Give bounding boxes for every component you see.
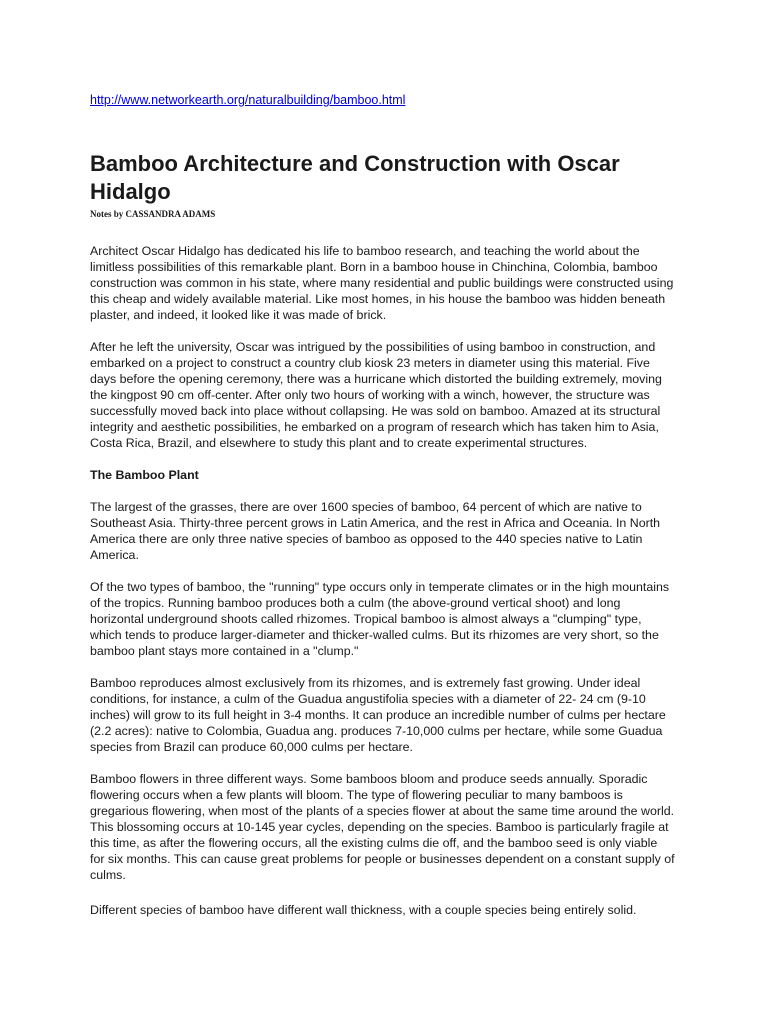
paragraph-wall-thickness: Different species of bamboo have different wall thickness, with a couple species being entirely solid. (90, 903, 637, 917)
paragraph-types: Of the two types of bamboo, the "running" type occurs only in temperate climates or in the high mountains of the tropics. Running bamboo produces both a culm (the above-ground vertical shoot) and long horizontal underground shoots called rhizomes. Tropical bamboo is almost always a "clumping" type, which tends to produce larger-diameter and thicker-walled culms. But its rhizomes are very short, so the bamboo plant stays more contained in a "clump." (90, 580, 670, 658)
section-heading-bamboo-plant: The Bamboo Plant (90, 468, 199, 482)
paragraph-university: After he left the university, Oscar was intrigued by the possibilities of using bamboo in construction, and embarked on a project to construct a country club kiosk 23 meters in diameter using this material. Five days before the opening ceremony, there was a hurricane which distorted the building extremely, moving the kingpost 90 cm off-center. After only two hours of working with a winch, however, the structure was successfully moved back into place without collapsing. He was sold on bamboo. Amazed at its structural integrity and aesthetic possibilities, he embarked on a program of research which has taken him to Asia, Costa Rica, Brazil, and elsewhere to study this plant and to create experimental structures. (90, 340, 662, 450)
paragraph-flowering: Bamboo flowers in three different ways. Some bamboos bloom and produce seeds annually. Sporadic flowering occurs when a few plants will bloom. The type of flowering peculiar to many bamboos is gregarious flowering, when most of the plants of a species flower at about the same time around the world. This blossoming occurs at 10-145 year cycles, depending on the species. Bamboo is particularly fragile at this time, as after the flowering occurs, all the existing culms die off, and the bamboo seed is only viable for six months. This can cause great problems for people or businesses dependent on a constant supply of culms. (90, 772, 675, 882)
paragraph-intro: Architect Oscar Hidalgo has dedicated his life to bamboo research, and teaching the world about the limitless possibilities of this remarkable plant. Born in a bamboo house in Chinchina, Colombia, bamboo construction was common in his state, where many residential and public buildings were constructed using this cheap and widely available material. Like most homes, in his house the bamboo was hidden beneath plaster, and indeed, it looked like it was made of brick. (90, 244, 674, 322)
paragraph-reproduction: Bamboo reproduces almost exclusively from its rhizomes, and is extremely fast growing. Under ideal conditions, for instance, a culm of the Guadua angustifolia species with a diameter of 22- 24 cm (9-10 inches) will grow to its full height in 3-4 months. It can produce an incredible number of culms per hectare (2.2 acres): native to Colombia, Guadua ang. produces 7-10,000 culms per hectare, while some Guadua species from Brazil can produce 60,000 culms per hectare. (90, 676, 666, 754)
source-url-link[interactable]: http://www.networkearth.org/naturalbuilding/bamboo.html (90, 93, 406, 107)
article-title: Bamboo Architecture and Construction with Oscar Hidalgo (90, 151, 620, 204)
article-byline: Notes by CASSANDRA ADAMS (90, 209, 216, 219)
paragraph-species: The largest of the grasses, there are over 1600 species of bamboo, 64 percent of which are native to Southeast Asia. Thirty-three percent grows in Latin America, and the rest in Africa and Oceania. In North America there are only three native species of bamboo as opposed to the 440 species native to Latin America. (90, 500, 661, 562)
